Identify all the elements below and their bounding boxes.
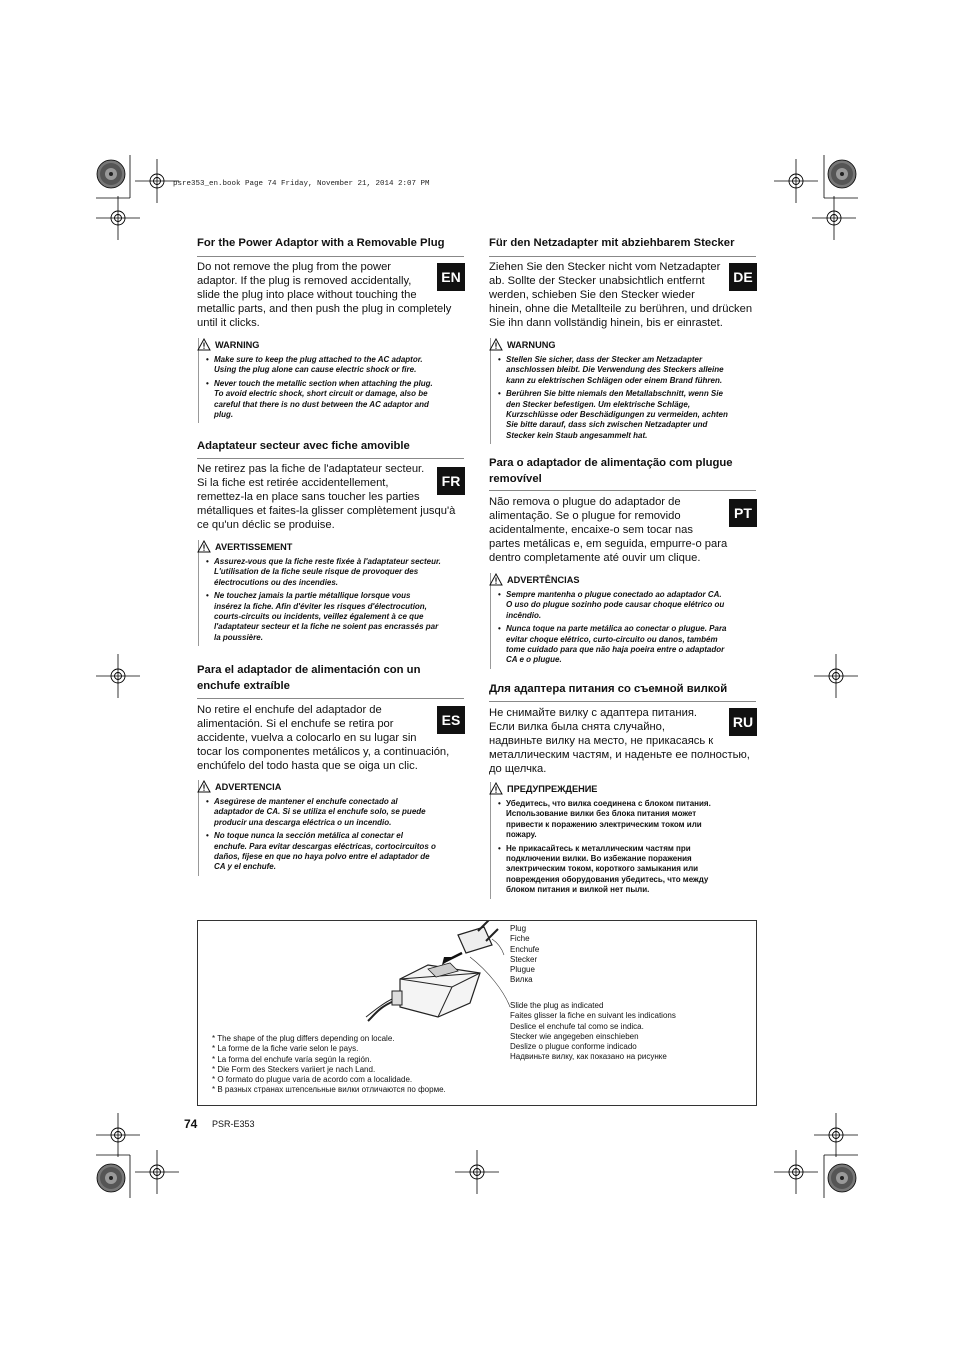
print-header: psre353_en.book Page 74 Friday, November 21, 2014 2:07 PM bbox=[173, 180, 430, 188]
warning-item: • Не прикасайтесь к металлическим частям при подключении вилки. Во избежание поражения электрическим током, короткого замыкания или повреждения оборудования убедитесь, что между блоком питания и вилкой нет пыли. bbox=[498, 844, 762, 896]
language-badge-pt: PT bbox=[729, 499, 757, 527]
warning-item: • No toque nunca la sección metálica al conectar el enchufe. Para evitar descargas eléctricas, cortocircuitos o daños, fíjese en que no haya polvo entre el adaptador de CA y el enchufe. bbox=[206, 831, 470, 873]
plug-shape-notes: * The shape of the plug differs depending on locale. * La forme de la fiche varie selon le pays. * La forma del enchufe varía según la región. * Die Form des Steckers variiert je nach Land. * O formato do plugue varia de acordo com a localidade. * В разных странах штепсельные вилки отличаются по форме. bbox=[212, 1034, 446, 1095]
section-title-ru: Для адаптера питания со съемной вилкой bbox=[489, 683, 728, 695]
warning-item: • Stellen Sie sicher, dass der Stecker am Netzadapter anschlossen bleibt. Die Verwendung des Steckers alleine kann zu elektrischen Schlägen oder einem Brand führen. bbox=[498, 355, 762, 386]
language-badge-en: EN bbox=[437, 263, 465, 291]
warning-heading: ADVERTENCIA bbox=[197, 780, 470, 793]
warning-item: • Убедитесь, что вилка соединена с блоком питания. Использование вилки без блока питания может привести к поражению электрическим током или пожару. bbox=[498, 799, 762, 841]
section-title-de: Für den Netzadapter mit abziehbarem Stecker bbox=[489, 237, 735, 249]
warning-item: • Sempre mantenha o plugue conectado ao adaptador CA. O uso do plugue sozinho pode causar choque elétrico ou incêndio. bbox=[498, 590, 762, 621]
section-body-de: Ziehen Sie den Stecker nicht vom Netzadapter ab. Sollte der Stecker unabsichtlich entfernt werden, schieben Sie den Stecker wieder hinein, ohne die Metallteile zu berühren, und drücken Sie ihn dann vollständig hinein, bis er einrastet. bbox=[489, 261, 753, 329]
warning-heading: WARNING bbox=[197, 338, 468, 351]
warning-item: • Nunca toque na parte metálica ao conectar o plugue. Para evitar choque elétrico, curto-circuito ou danos, também tome cuidado para que não haja poeira entre o adaptador CA e o plugue. bbox=[498, 624, 762, 666]
section-body-ru: Не снимайте вилку с адаптера питания. Если вилка была снята случайно, надвиньте вилку на место, не прикасаясь к металлическим частям, и наденьте ее полностью, до щелчка. bbox=[489, 707, 750, 775]
plug-label-list: Plug Fiche Enchufe Stecker Plugue Вилка bbox=[510, 924, 540, 985]
language-badge-ru: RU bbox=[729, 708, 757, 736]
section-body-fr: Ne retirez pas la fiche de l'adaptateur secteur. Si la fiche est retirée accidentellement, remettez-la en place sans toucher les parties métalliques et faites-la glisser complètement jusqu'à ce qu'un déclic se produise. bbox=[197, 463, 456, 531]
language-badge-es: ES bbox=[437, 706, 465, 734]
warning-item: • Never touch the metallic section when attaching the plug. To avoid electric shock, short circuit or damage, also be careful that there is no dust between the AC adaptor and plug. bbox=[206, 379, 468, 421]
language-badge-de: DE bbox=[729, 263, 757, 291]
section-title-en: For the Power Adaptor with a Removable Plug bbox=[197, 237, 445, 249]
model-name: PSR-E353 bbox=[212, 1119, 255, 1129]
warning-heading: AVERTISSEMENT bbox=[197, 540, 470, 553]
warning-item: • Assurez-vous que la fiche reste fixée à l'adaptateur secteur. L'utilisation de la fiche seule risque de provoquer des électrocutions ou des incendies. bbox=[206, 557, 470, 588]
section-body-pt: Não remova o plugue do adaptador de alimentação. Se o plugue for removido acidentalmente, encaixe-o sem tocar nas partes metálicas e, em seguida, empurre-o para dentro completamente até ouvir um clique. bbox=[489, 496, 728, 564]
slide-instruction-list: Slide the plug as indicated Faites glisser la fiche en suivant les indications Deslice el enchufe tal como se indica. Stecker wie angegeben einschieben Deslize o plugue conforme indicado Надвиньте вилку, как показано на рисунке bbox=[510, 1001, 676, 1062]
section-title-fr: Adaptateur secteur avec fiche amovible bbox=[197, 440, 410, 452]
section-body-es: No retire el enchufe del adaptador de alimentación. Si el enchufe se retira por accidente, vuelva a colocarlo en su lugar sin tocar los componentes metálicos y, a continuación, enchúfelo del todo hasta que se oiga un clic. bbox=[197, 704, 450, 772]
language-badge-fr: FR bbox=[437, 467, 465, 495]
warning-heading: ADVERTÊNCIAS bbox=[489, 573, 762, 586]
warning-item: • Asegúrese de mantener el enchufe conectado al adaptador de CA. Si se utiliza el enchufe solo, se puede producir una descarga eléctrica o un incendio. bbox=[206, 797, 470, 828]
page-number: 74 bbox=[184, 1117, 198, 1131]
warning-heading: WARNUNG bbox=[489, 338, 762, 351]
warning-item: • Make sure to keep the plug attached to the AC adaptor. Using the plug alone can cause electric shock or fire. bbox=[206, 355, 468, 376]
section-body-en: Do not remove the plug from the power adaptor. If the plug is removed accidentally, slide the plug into place without touching the metallic parts, and then push the plug in completely until it clicks. bbox=[197, 261, 452, 329]
warning-item: • Berühren Sie bitte niemals den Metallabschnitt, wenn Sie den Stecker befestigen. Um elektrische Schläge, Kurzschlüsse oder Beschädigungen zu vermeiden, achten Sie bitte darauf, dass sich zwischen Netzadapter und Stecker kein Staub angesammelt hat. bbox=[498, 389, 762, 441]
warning-heading: ПРЕДУПРЕЖДЕНИЕ bbox=[489, 782, 762, 795]
section-title-pt: Para o adaptador de alimentação com plugue removível bbox=[489, 457, 733, 485]
section-title-es: Para el adaptador de alimentación con un enchufe extraíble bbox=[197, 664, 421, 692]
warning-item: • Ne touchez jamais la partie métallique lorsque vous insérez la fiche. Afin d'éviter les risques d'électrocution, courts-circuits ou incidents, veillez également à ce que l'adaptateur secteur et la fiche ne soient pas encrassés par la poussière. bbox=[206, 591, 470, 643]
